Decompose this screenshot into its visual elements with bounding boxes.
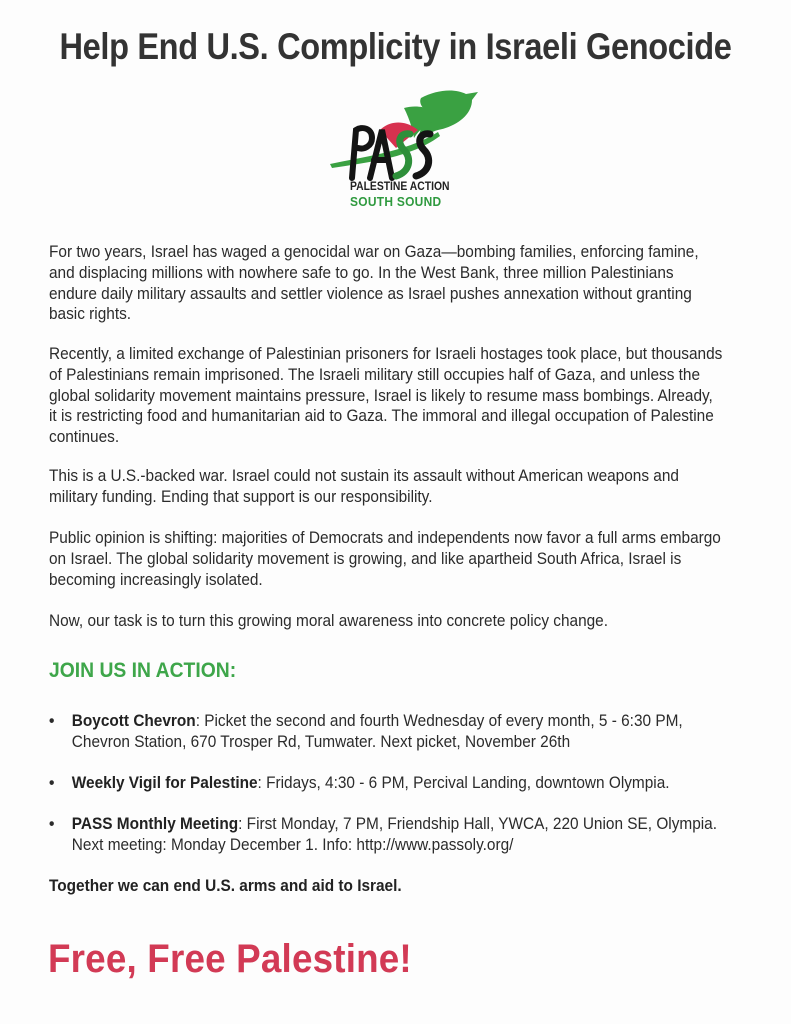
action-details: : Picket the second and fourth Wednesday of every month, 5 - 6:30 PM, Chevron Station, 670 Trosper Rd, Tumwater. Next picket, November 26th	[71, 712, 683, 751]
dove-logo-icon	[326, 86, 486, 186]
page-title: Help End U.S. Complicity in Israeli Genocide	[59, 26, 732, 67]
bullet-icon: •	[49, 774, 55, 792]
action-name: Boycott Chevron	[71, 712, 196, 730]
paragraph-our-task: Now, our task is to turn this growing moral awareness into concrete policy change.	[49, 612, 609, 630]
action-name: Weekly Vigil for Palestine	[71, 774, 258, 792]
logo-line-palestine-action: PALESTINE ACTION	[350, 181, 450, 193]
slogan: Free, Free Palestine!	[48, 937, 412, 981]
pass-logo	[326, 86, 486, 212]
action-details: : Fridays, 4:30 - 6 PM, Percival Landing, downtown Olympia.	[257, 774, 670, 792]
action-details: : First Monday, 7 PM, Friendship Hall, YWCA, 220 Union SE, Olympia. Next meeting: Monday December 1. Info: http://www.passoly.org/	[71, 815, 718, 854]
join-heading: JOIN US IN ACTION:	[49, 659, 237, 682]
bullet-icon: •	[49, 712, 55, 730]
logo-line-south-sound: SOUTH SOUND	[350, 194, 442, 209]
paragraph-genocide: For two years, Israel has waged a genocidal war on Gaza—bombing families, enforcing famine, and displacing millions with nowhere safe to go. In the West Bank, three million Palestinians endure daily military assaults and settler violence as Israel pushes annexation without granting basic rights.	[49, 243, 699, 324]
paragraph-prisoner-exchange: Recently, a limited exchange of Palestinian prisoners for Israeli hostages took place, but thousands of Palestinians remain imprisoned. The Israeli military still occupies half of Gaza, and unless the global solidarity movement maintains pressure, Israel is likely to resume mass bombings. Already, it is restricting food and humanitarian aid to Gaza. The immoral and illegal occupation of Palestine continues.	[49, 345, 723, 447]
action-item	[49, 773, 724, 794]
bullet-icon: •	[49, 815, 55, 833]
action-item	[49, 711, 724, 753]
paragraph-us-backed: This is a U.S.-backed war. Israel could not sustain its assault without American weapons and military funding. Ending that support is our responsibility.	[49, 467, 679, 506]
action-name: PASS Monthly Meeting	[71, 815, 239, 833]
action-item	[49, 814, 724, 856]
paragraph-public-opinion: Public opinion is shifting: majorities of Democrats and independents now favor a full arms embargo on Israel. The global solidarity movement is growing, and like apartheid South Africa, Israel is becoming increasingly isolated.	[49, 529, 721, 589]
together-statement: Together we can end U.S. arms and aid to Israel.	[49, 877, 402, 895]
